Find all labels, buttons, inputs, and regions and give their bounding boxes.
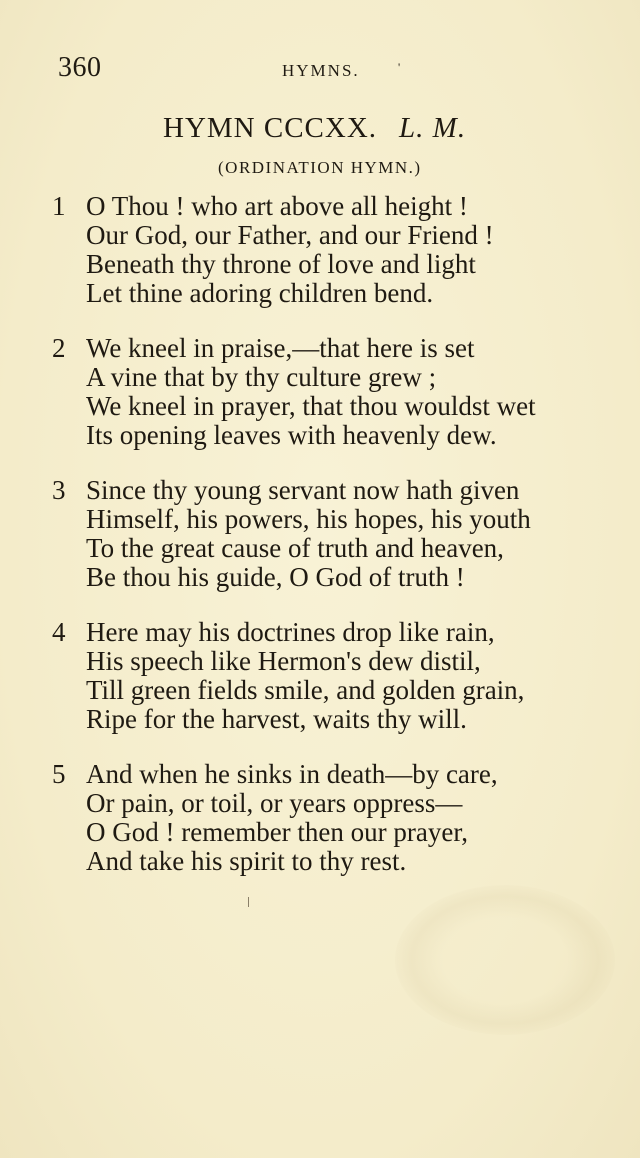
verse-line: O Thou ! who art above all height ! <box>86 191 468 221</box>
stanza <box>52 192 612 308</box>
verse-line: Let thine adoring children bend. <box>86 278 434 308</box>
stanza-number: 4 <box>52 617 66 647</box>
hymn-verses <box>52 192 612 902</box>
verse-line: And when he sinks in death—by care, <box>86 759 498 789</box>
stanza-number: 5 <box>52 759 66 789</box>
stanza <box>52 476 612 592</box>
verse-line: We kneel in prayer, that thou wouldst wet <box>86 391 536 421</box>
verse-line: His speech like Hermon's dew distil, <box>86 646 481 676</box>
verse-line: Since thy young servant now hath given <box>86 475 520 505</box>
verse-line: Our God, our Father, and our Friend ! <box>86 220 494 250</box>
stanza-number: 1 <box>52 191 66 221</box>
verse-line: Here may his doctrines drop like rain, <box>86 617 495 647</box>
stanza <box>52 618 612 734</box>
running-head-mark: ' <box>398 60 401 74</box>
verse-line: O God ! remember then our prayer, <box>86 817 469 847</box>
verse-line: Till green fields smile, and golden grain, <box>86 675 525 705</box>
verse-line: And take his spirit to thy rest. <box>86 846 407 876</box>
verse-line: Beneath thy throne of love and light <box>86 249 476 279</box>
verse-line: Be thou his guide, O God of truth ! <box>86 562 465 592</box>
verse-line: To the great cause of truth and heaven, <box>86 533 504 563</box>
stanza-number: 2 <box>52 333 66 363</box>
stanza-number: 3 <box>52 475 66 505</box>
hymn-subtitle: (ORDINATION HYMN.) <box>218 158 422 177</box>
stanza <box>52 334 612 450</box>
verse-line: Himself, his powers, his hopes, his youth <box>86 504 531 534</box>
stanza <box>52 760 612 876</box>
hymn-number: HYMN CCCXX. <box>163 112 378 144</box>
verse-line: We kneel in praise,—that here is set <box>86 333 475 363</box>
verse-line: Its opening leaves with heavenly dew. <box>86 420 497 450</box>
hymn-title <box>163 112 466 145</box>
embossed-library-stamp <box>395 885 615 1035</box>
hymn-meter: L. M. <box>399 112 467 144</box>
verse-line: Or pain, or toil, or years oppress— <box>86 788 463 818</box>
ink-speck <box>248 897 249 907</box>
running-head: HYMNS. <box>282 61 360 80</box>
verse-line: Ripe for the harvest, waits thy will. <box>86 704 467 734</box>
verse-line: A vine that by thy culture grew ; <box>86 362 437 392</box>
page-number: 360 <box>58 52 102 83</box>
